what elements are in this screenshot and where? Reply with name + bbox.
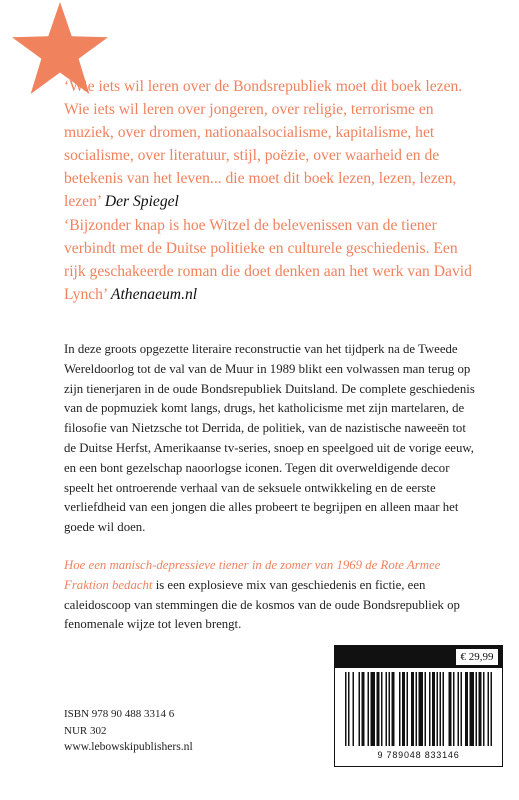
barcode-stripe [479,672,482,746]
barcode-stripe [488,672,490,746]
barcode-stripe [392,672,395,746]
barcode-stripe [425,672,427,746]
barcode-stripe [437,672,439,746]
barcode-stripe [458,672,460,746]
review-quote-spiegel [64,75,474,213]
quote-source: Der Spiegel [104,193,179,210]
barcode-stripe [359,672,361,746]
barcode-stripe [449,672,452,746]
review-quote-athenaeum [64,214,474,306]
barcode-stripe [353,672,355,746]
barcode-stripe [432,672,435,746]
publisher-website: www.lebowskipublishers.nl [64,740,193,753]
book-blurb-closing [64,556,478,635]
book-blurb: In deze groots opgezette literaire reconstructie van het tijdperk na de Tweede Wereldoorlog tot de val van de Muur in 1989 blikt een volwassen man terug op zijn tienerjaren in de oude Bondsrepubliek Duitsland. De complete geschiedenis van de popmuziek komt langs, drugs, het katholicisme met zijn martelaren, de filosofie van Nietzsche tot Derrida, de politiek, van de nazistische naweeën tot de Duitse Herfst, Amerikaanse tv-series, snoep en speelgoed uit de vorige eeuw, en een bont gezelschap naoorlogse iconen. Tegen dit overweldigende decor speelt het ontroerende verhaal van de seksuele ontwikkeling en de eerste verliefdheid van een jongen die alles probeert te begrijpen en alleen maar het goede wil doen. [64,342,475,535]
barcode-stripe [440,672,442,746]
barcode-stripe [419,672,424,746]
barcode-stripe [416,672,418,746]
nur-code: NUR 302 [64,724,107,737]
barcode-stripe [429,672,431,746]
barcode-stripe [399,672,401,746]
barcode-stripe [386,672,388,746]
price-label: € 29,99 [456,649,498,665]
barcode-stripe [381,672,383,746]
barcode-stripe [443,672,445,746]
closing-text: is een explosieve mix van geschiedenis en fictie, een caleidoscoop van stemmingen die de kosmos van de oude Bondsrepubliek op fenomenale wijze tot leven brengt. [64,577,460,632]
publication-info [64,706,193,756]
barcode-stripe [402,672,405,746]
barcode-stripe [368,672,370,746]
quote-text: ‘Wie iets wil leren over de Bondsrepubliek moet dit boek lezen. Wie iets wil leren over jongeren, over religie, terrorisme en muziek, over dromen, nationaalsocialisme, kapitalisme, het socialisme, over literatuur, stijl, poëzie, over waarheid en de betekenis van het leven... die moet dit boek lezen, lezen, lezen, lezen’ [64,78,463,210]
barcode-stripe [371,672,376,746]
barcode-stripe [411,672,414,746]
book-title-reference: Hoe een manisch-depressieve tiener in de zomer van 1969 de Rote Armee Fraktion bedacht [64,558,441,592]
barcode-number: 9 789048 833146 [377,750,460,760]
barcode-stripe [470,672,475,746]
barcode-stripe [465,672,468,746]
barcode-stripe [377,672,380,746]
barcode-stripe [483,672,485,746]
barcode-stripe [407,672,409,746]
barcode-stripe [348,672,350,746]
barcode-stripe [389,672,391,746]
barcode-stripe [491,672,493,746]
price-bar [335,646,502,668]
quote-text: ‘Bijzonder knap is hoe Witzel de belevenissen van de tiener verbindt met de Duitse politieke en culturele geschiedenis. Een rijk geschakeerde roman die doet denken aan het werk van David Lynch’ [64,217,472,303]
barcode [339,672,498,748]
quote-source: Athenaeum.nl [110,286,198,303]
barcode-stripe [476,672,478,746]
isbn: ISBN 978 90 488 3314 6 [64,708,175,720]
barcode-stripe [461,672,463,746]
barcode-stripe [453,672,455,746]
barcode-stripe [362,672,365,746]
barcode-box [334,645,503,767]
barcode-stripe [345,672,347,746]
